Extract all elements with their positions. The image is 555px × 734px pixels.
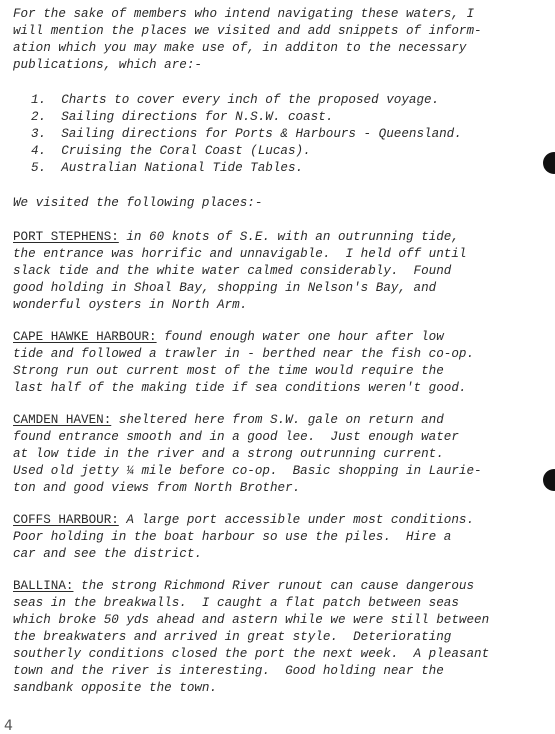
page-number: 4: [4, 718, 13, 734]
list-item: [31, 160, 303, 177]
place-line: Poor holding in the boat harbour so use the piles. Hire a: [13, 530, 452, 544]
list-text: Cruising the Coral Coast (Lucas).: [61, 144, 311, 158]
place-line: seas in the breakwalls. I caught a flat patch between seas: [13, 596, 459, 610]
place-line: good holding in Shoal Bay, shopping in Nelson's Bay, and: [13, 281, 437, 295]
place-line: ton and good views from North Brother.: [13, 481, 301, 495]
place-first-line: [13, 512, 474, 529]
place-first-line: [13, 329, 444, 346]
place-line: Used old jetty ¼ mile before co-op. Basic shopping in Laurie-: [13, 464, 482, 478]
place-line: sandbank opposite the town.: [13, 681, 218, 695]
place-text: the strong Richmond River runout can cause dangerous: [73, 579, 475, 593]
intro-line: publications, which are:-: [13, 58, 202, 72]
place-first-line: [13, 412, 444, 429]
list-text: Sailing directions for Ports & Harbours - Queensland.: [61, 127, 462, 141]
intro-line: ation which you may make use of, in additon to the necessary: [13, 41, 467, 55]
place-line: the breakwaters and arrived in great style. Deteriorating: [13, 630, 452, 644]
place-line: wonderful oysters in North Arm.: [13, 298, 248, 312]
place-text: sheltered here from S.W. gale on return and: [111, 413, 444, 427]
place-line: tide and followed a trawler in - berthed near the fish co-op.: [13, 347, 475, 361]
list-number: 2.: [31, 110, 47, 124]
place-line: last half of the making tide if sea conditions weren't good.: [13, 381, 467, 395]
list-text: Australian National Tide Tables.: [61, 161, 304, 175]
visited-heading: We visited the following places:-: [13, 196, 263, 210]
place-first-line: [13, 578, 474, 595]
place-name: COFFS HARBOUR:: [13, 513, 119, 527]
place-line: the entrance was horrific and unnavigable. I held off until: [13, 247, 467, 261]
list-item: [31, 109, 333, 126]
list-text: Charts to cover every inch of the proposed voyage.: [61, 93, 440, 107]
intro-line: will mention the places we visited and add snippets of inform-: [13, 24, 482, 38]
place-name: PORT STEPHENS:: [13, 230, 119, 244]
place-line: Strong run out current most of the time would require the: [13, 364, 444, 378]
place-text: A large port accessible under most conditions.: [118, 513, 475, 527]
list-number: 4.: [31, 144, 47, 158]
list-number: 3.: [31, 127, 47, 141]
list-item: [31, 143, 311, 160]
list-item: [31, 92, 439, 109]
place-name: BALLINA:: [13, 579, 74, 593]
list-text: Sailing directions for N.S.W. coast.: [61, 110, 334, 124]
place-name: CAMDEN HAVEN:: [13, 413, 112, 427]
place-line: southerly conditions closed the port the next week. A pleasant: [13, 647, 490, 661]
place-line: car and see the district.: [13, 547, 202, 561]
place-line: found entrance smooth and in a good lee. Just enough water: [13, 430, 459, 444]
place-name: CAPE HAWKE HARBOUR:: [13, 330, 157, 344]
list-number: 1.: [31, 93, 47, 107]
place-line: town and the river is interesting. Good holding near the: [13, 664, 444, 678]
binder-hole-top: [543, 152, 555, 174]
binder-hole-bottom: [543, 469, 555, 491]
place-text: in 60 knots of S.E. with an outrunning tide,: [118, 230, 459, 244]
place-line: which broke 50 yds ahead and astern while we were still between: [13, 613, 490, 627]
place-first-line: [13, 229, 459, 246]
place-line: slack tide and the white water calmed considerably. Found: [13, 264, 452, 278]
place-line: at low tide in the river and a strong outrunning current.: [13, 447, 444, 461]
place-text: found enough water one hour after low: [156, 330, 444, 344]
list-number: 5.: [31, 161, 47, 175]
list-item: [31, 126, 462, 143]
intro-line: For the sake of members who intend navigating these waters, I: [13, 7, 475, 21]
